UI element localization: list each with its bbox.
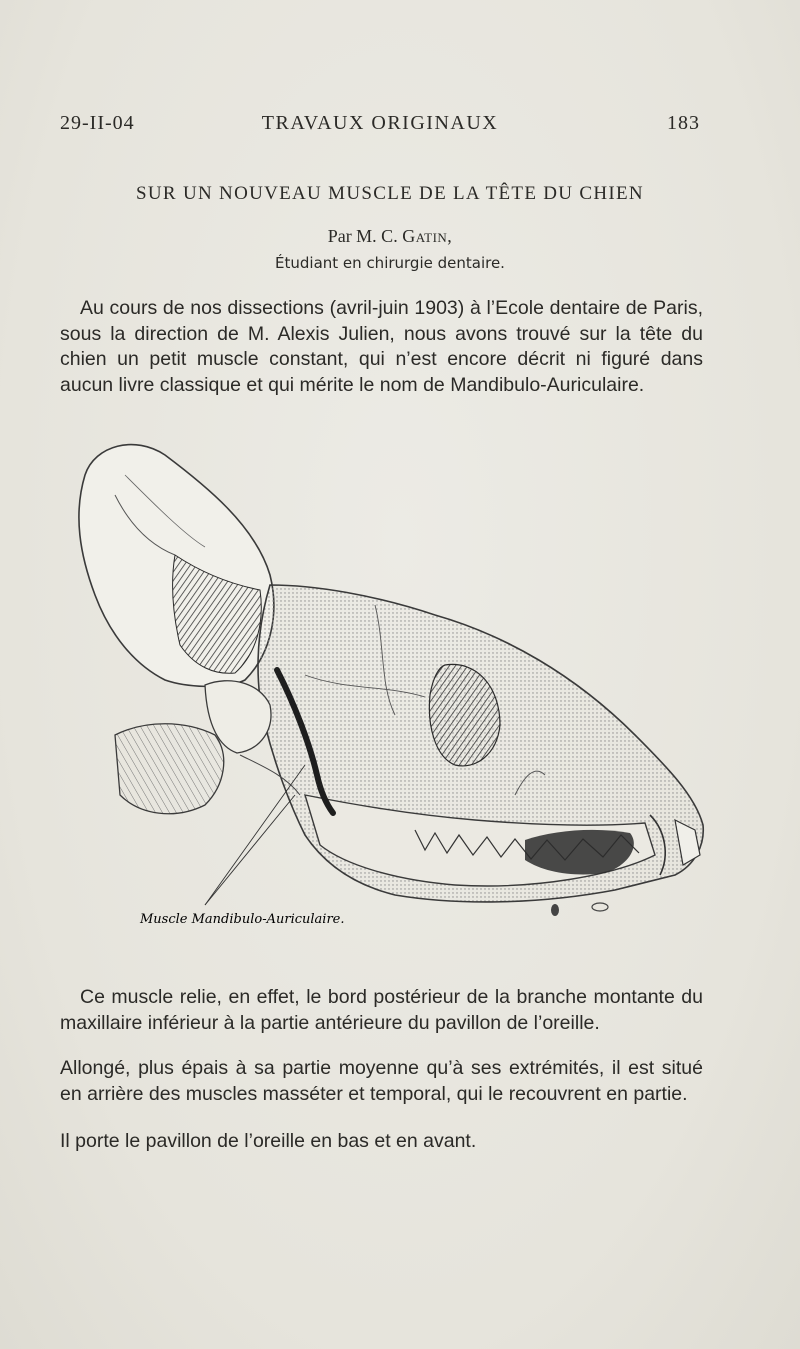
article-title: SUR UN NOUVEAU MUSCLE DE LA TÊTE DU CHIEN xyxy=(136,183,644,204)
author-affiliation: Étudiant en chirurgie dentaire. xyxy=(275,254,505,272)
paragraph-position: Allongé, plus épais à sa partie moyenne qu’à ses extrémités, il est situé en arrière des muscles masséter et temporal, qui le recouvrent en partie. xyxy=(60,1057,703,1105)
caption-leader-line xyxy=(205,795,295,905)
author-name: Gatin, xyxy=(402,226,453,246)
issue-date: 29-II-04 xyxy=(60,112,135,134)
ear-pinna xyxy=(79,445,274,687)
byline xyxy=(60,226,720,247)
paragraph-intro: Au cours de nos dissections (avril-juin 1903) à l’Ecole dentaire de Paris, sous la direction de M. Alexis Julien, nous avons trouvé sur la tête du chien un petit muscle constant, qui n’est encore décrit ni figuré dans aucun livre classique et qui mérite le nom de Mandibulo-Auriculaire. xyxy=(60,297,703,396)
page-number: 183 xyxy=(667,112,700,134)
byline-prefix: Par M. C. xyxy=(327,226,403,246)
running-header xyxy=(60,112,700,142)
figure-handwritten-caption: Muscle Mandibulo-Auriculaire. xyxy=(140,912,345,927)
running-title: TRAVAUX ORIGINAUX xyxy=(261,112,499,134)
paragraph-action: Il porte le pavillon de l’oreille en bas et en avant. xyxy=(60,1130,477,1152)
caption-leader-line xyxy=(205,765,305,905)
paragraph-function: Ce muscle relie, en effet, le bord postérieur de la branche montante du maxillaire inférieur à la partie antérieure du pavillon de l’oreille. xyxy=(60,986,703,1034)
skull-illustration xyxy=(55,435,715,935)
